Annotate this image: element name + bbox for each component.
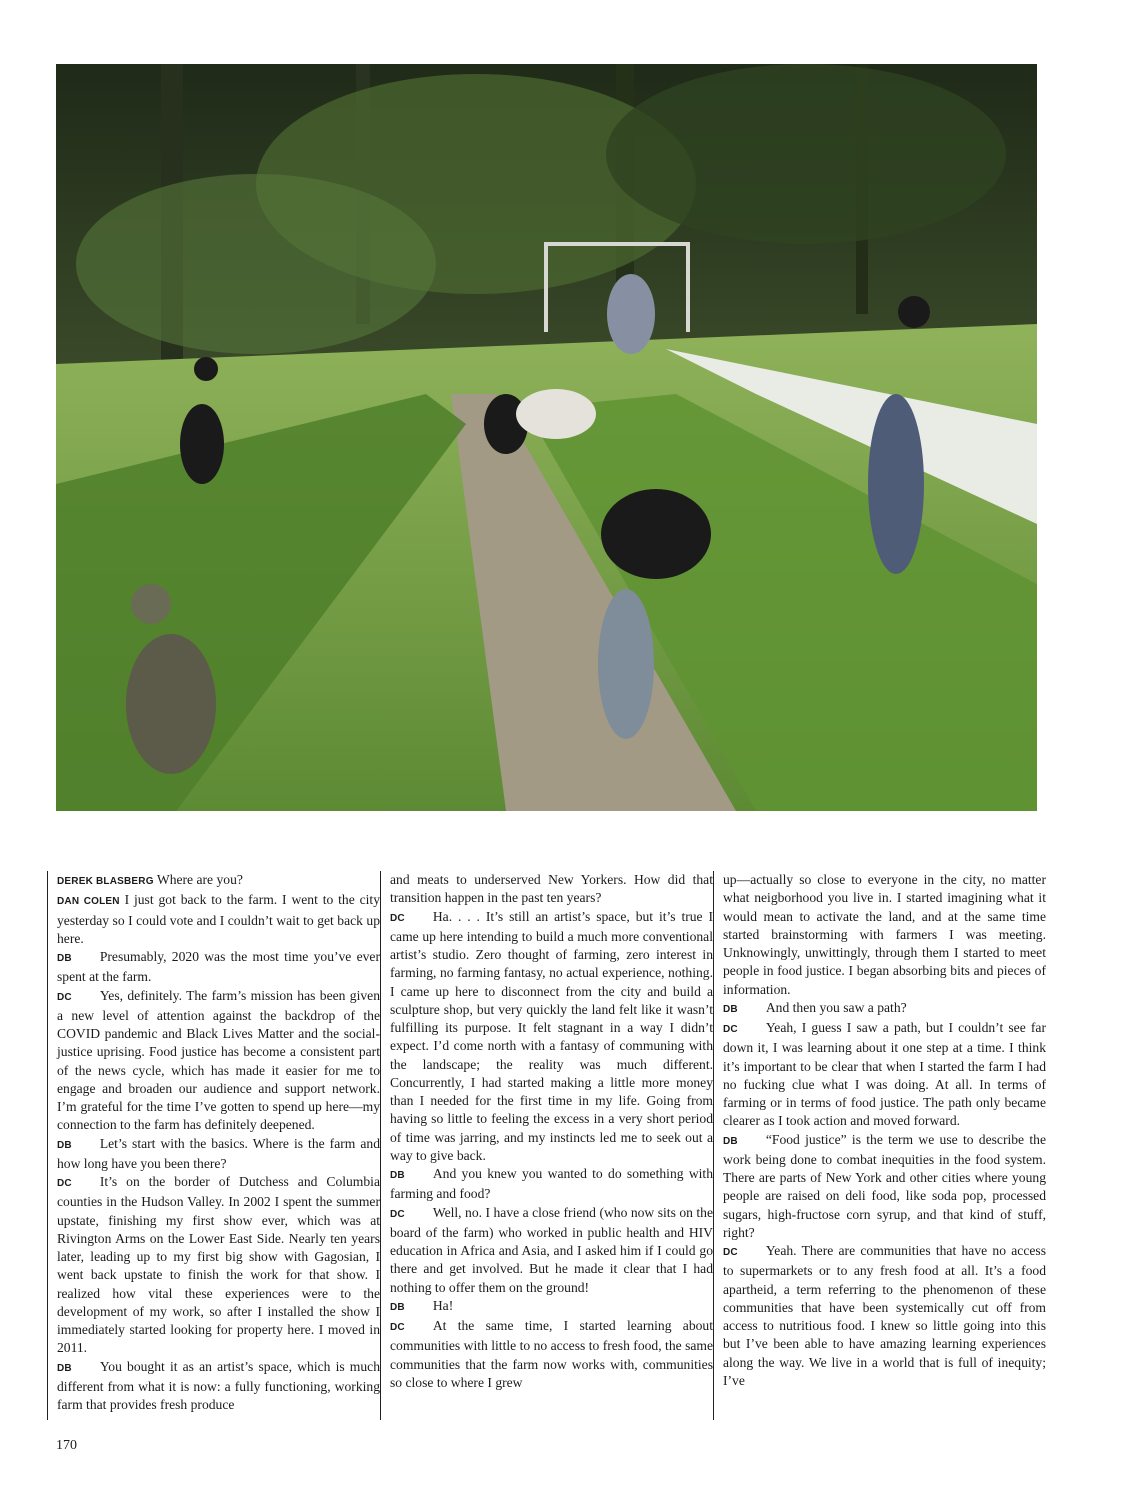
speaker-label: DC (390, 1208, 405, 1220)
interview-paragraph (57, 871, 380, 891)
text-column-2 (380, 871, 713, 1420)
speaker-label: DC (723, 1247, 738, 1258)
paragraph-text: Ha! (432, 1297, 454, 1313)
paragraph-text: You bought it as an artist’s space, which is much different from what it is now: a fully functioning, working farm that provides fresh produce (57, 1358, 380, 1412)
paragraph-text: And you knew you wanted to do something with farming and food? (390, 1166, 713, 1202)
text-column-1 (47, 871, 380, 1420)
speaker-label: DB (57, 1362, 72, 1374)
paragraph-text: Yes, definitely. The farm’s mission has been given a new level of attention against the backdrop of the COVID pandemic and Black Lives Matter and the social-justice uprising. Food justice has become a consistent part of the news cycle, which has made it easier for me to engage and broaden our audience and support network. I’m grateful for the time I’ve gotten to spend up here—my connection to the farm has definitely deepened. (57, 987, 380, 1133)
interview-paragraph (57, 1173, 380, 1358)
paragraph-text: Ha. . . . It’s still an artist’s space, but it’s true I came up here intending to build a much more conventional artist’s studio. Zero thought of farming, zero interest in farming, no farming fantasy, no actual experience, nothing. I came up here to disconnect from the city and build a sculpture shop, but very quickly the land felt like it wasn’t fulfilling its purpose. It felt stagnant in a way I didn’t expect. I’d come north with a fantasy of communing with the landscape; the reality was much different. Concurrently, I had started making a little more money than I needed for the first time in my life. Going from having so little to feeling the excess in a very short period of time was jarring, and my instincts led me to seek out a way to give back. (390, 908, 713, 1163)
paragraph-text: Yeah. There are communities that have no access to supermarkets or to any fresh food at all. It’s a food apartheid, a term referring to the phenomenon of these communities that have been systemically cut off from access to nutritious food. I knew so little going into this but I’ve been able to have amazing learning experiences along the way. We live in a world that is full of inequity; I’ve (723, 1243, 1046, 1388)
paragraph-text: “Food justice” is the term we use to describe the work being done to combat inequities in the food system. There are parts of New York and other cities where young people are raised on deli food, like soda pop, processed sugars, high-fructose corn syrup, and that kind of stuff, right? (723, 1131, 1046, 1240)
speaker-label: DAN COLEN (57, 896, 120, 908)
speaker-label: DC (390, 1322, 405, 1333)
paragraph-text: I just got back to the farm. I went to the city yesterday so I could vote and I couldn’t wait to get back up here. (57, 892, 380, 946)
text-column-3 (713, 871, 1046, 1420)
interview-text-columns (47, 871, 1046, 1420)
farm-scene-illustration (56, 64, 1037, 811)
speaker-label: DC (57, 1178, 72, 1189)
interview-paragraph (390, 1297, 713, 1317)
speaker-label: DB (57, 953, 72, 964)
paragraph-text: and meats to underserved New Yorkers. How did that transition happen in the past ten years? (390, 872, 713, 906)
speaker-label: DB (57, 1139, 72, 1151)
interview-paragraph (57, 1358, 380, 1415)
paragraph-text: Let’s start with the basics. Where is the farm and how long have you been there? (57, 1135, 380, 1171)
interview-paragraph (390, 908, 713, 1166)
paragraph-text: And then you saw a path? (765, 999, 907, 1015)
paragraph-text: Well, no. I have a close friend (who now sits on the board of the farm) who worked in public health and HIV education in Africa and Asia, and I asked him if I could go there and get involved. But he made it clear that I had nothing to offer them on the ground! (390, 1204, 713, 1295)
page-number: 170 (56, 1438, 77, 1453)
speaker-label: DB (390, 1301, 405, 1313)
speaker-label: DB (390, 1170, 405, 1181)
speaker-label: DEREK BLASBERG (57, 876, 154, 887)
interview-paragraph (57, 948, 380, 987)
interview-paragraph (390, 1165, 713, 1204)
interview-paragraph (57, 891, 380, 948)
paragraph-text: Yeah, I guess I saw a path, but I couldn’t see far down it, I was learning about it one step at a time. I think it’s important to be clear that when I started the farm I had no fucking clue what I was doing. At all. In terms of farming or in terms of food justice. The path only became clearer as I took action and moved forward. (723, 1020, 1046, 1129)
interview-paragraph (57, 987, 380, 1135)
interview-paragraph (723, 1019, 1046, 1131)
paragraph-text: It’s on the border of Dutchess and Columbia counties in the Hudson Valley. In 2002 I spent the summer upstate, finishing my first show ever, which was at Rivington Arms on the Lower East Side. Nearly ten years later, leading up to my first big show with Gagosian, I went back upstate to finish the work for that show. I realized how vital these experiences were to the development of my work, so after I installed the show I immediately started looking for property here. I moved in 2011. (57, 1174, 380, 1356)
interview-paragraph (723, 1131, 1046, 1243)
paragraph-text: Where are you? (156, 872, 243, 887)
interview-paragraph (390, 871, 713, 908)
interview-paragraph (390, 1317, 713, 1392)
interview-paragraph (723, 999, 1046, 1019)
farm-field-photo (56, 64, 1037, 811)
speaker-label: DC (723, 1024, 738, 1035)
speaker-label: DB (723, 1003, 738, 1015)
interview-paragraph (723, 1242, 1046, 1390)
paragraph-text: Presumably, 2020 was the most time you’ve ever spent at the farm. (57, 949, 380, 985)
speaker-label: DB (723, 1135, 738, 1147)
interview-paragraph (57, 1135, 380, 1174)
paragraph-text: At the same time, I started learning about communities with little to no access to fresh food, the same communities that the farm now works with, communities so close to where I grew (390, 1318, 713, 1390)
speaker-label: DC (57, 991, 72, 1003)
interview-paragraph (390, 1204, 713, 1297)
paragraph-text: up—actually so close to everyone in the city, no matter what neigborhood you live in. I started imagining what it would mean to activate the land, and at the same time started brainstorming with farmers I was meeting. Unknowingly, unwittingly, through them I started to meet people in food justice. I began absorbing bits and pieces of information. (723, 872, 1046, 997)
speaker-label: DC (390, 912, 405, 924)
interview-paragraph (723, 871, 1046, 999)
